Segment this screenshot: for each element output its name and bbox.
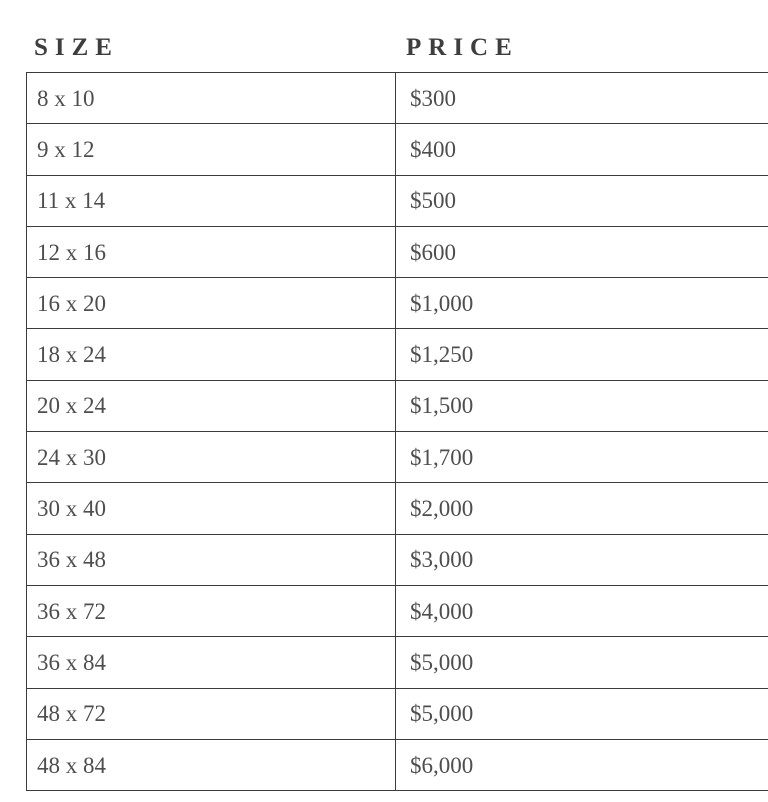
price-value: $600: [410, 239, 456, 265]
table-row: [27, 534, 768, 585]
price-value: $2,000: [410, 496, 474, 522]
size-value: 18 x 24: [37, 342, 106, 368]
price-value: $4,000: [410, 598, 474, 624]
table-row: [27, 739, 768, 790]
size-value: 16 x 20: [37, 290, 106, 316]
cell-size: [27, 226, 396, 277]
cell-price: [396, 278, 768, 329]
price-value: $1,000: [410, 290, 474, 316]
table-row: [27, 226, 768, 277]
price-value: $400: [410, 136, 456, 162]
size-value: 48 x 84: [37, 752, 106, 778]
table-row: [27, 175, 768, 226]
cell-price: [396, 175, 768, 226]
price-value: $300: [410, 85, 456, 111]
size-value: 8 x 10: [37, 85, 95, 111]
table-row: [27, 637, 768, 688]
cell-size: [27, 73, 396, 124]
column-header-size: SIZE: [34, 34, 119, 61]
size-value: 11 x 14: [37, 188, 106, 214]
cell-price: [396, 124, 768, 175]
size-value: 30 x 40: [37, 496, 106, 522]
cell-price: [396, 432, 768, 483]
cell-size: [27, 175, 396, 226]
size-value: 36 x 72: [37, 598, 106, 624]
size-value: 24 x 30: [37, 444, 106, 470]
table-row: [27, 329, 768, 380]
table-row: [27, 688, 768, 739]
price-value: $1,250: [410, 342, 474, 368]
cell-price: [396, 329, 768, 380]
cell-price: [396, 585, 768, 636]
cell-price: [396, 483, 768, 534]
cell-price: [396, 534, 768, 585]
table-row: [27, 432, 768, 483]
price-value: $3,000: [410, 547, 474, 573]
cell-price: [396, 380, 768, 431]
cell-size: [27, 739, 396, 790]
size-value: 12 x 16: [37, 239, 106, 265]
cell-size: [27, 124, 396, 175]
size-value: 9 x 12: [37, 136, 95, 162]
table-row: [27, 124, 768, 175]
price-value: $5,000: [410, 701, 474, 727]
cell-size: [27, 380, 396, 431]
column-header-price: PRICE: [406, 34, 519, 61]
price-value: $1,700: [410, 444, 474, 470]
table-row: [27, 483, 768, 534]
table-row: [27, 278, 768, 329]
cell-size: [27, 534, 396, 585]
table-headings: [26, 22, 742, 62]
price-value: $6,000: [410, 752, 474, 778]
size-value: 36 x 48: [37, 547, 106, 573]
size-value: 36 x 84: [37, 649, 106, 675]
cell-size: [27, 329, 396, 380]
cell-price: [396, 688, 768, 739]
cell-size: [27, 688, 396, 739]
table-row: [27, 585, 768, 636]
size-value: 20 x 24: [37, 393, 106, 419]
cell-price: [396, 637, 768, 688]
cell-size: [27, 432, 396, 483]
cell-price: [396, 73, 768, 124]
table-row: [27, 73, 768, 124]
price-table: [26, 72, 768, 791]
price-value: $500: [410, 188, 456, 214]
cell-price: [396, 226, 768, 277]
cell-size: [27, 585, 396, 636]
price-value: $5,000: [410, 649, 474, 675]
size-value: 48 x 72: [37, 701, 106, 727]
price-value: $1,500: [410, 393, 474, 419]
cell-size: [27, 278, 396, 329]
price-table-body: [27, 73, 768, 791]
cell-size: [27, 483, 396, 534]
cell-size: [27, 637, 396, 688]
table-row: [27, 380, 768, 431]
cell-price: [396, 739, 768, 790]
